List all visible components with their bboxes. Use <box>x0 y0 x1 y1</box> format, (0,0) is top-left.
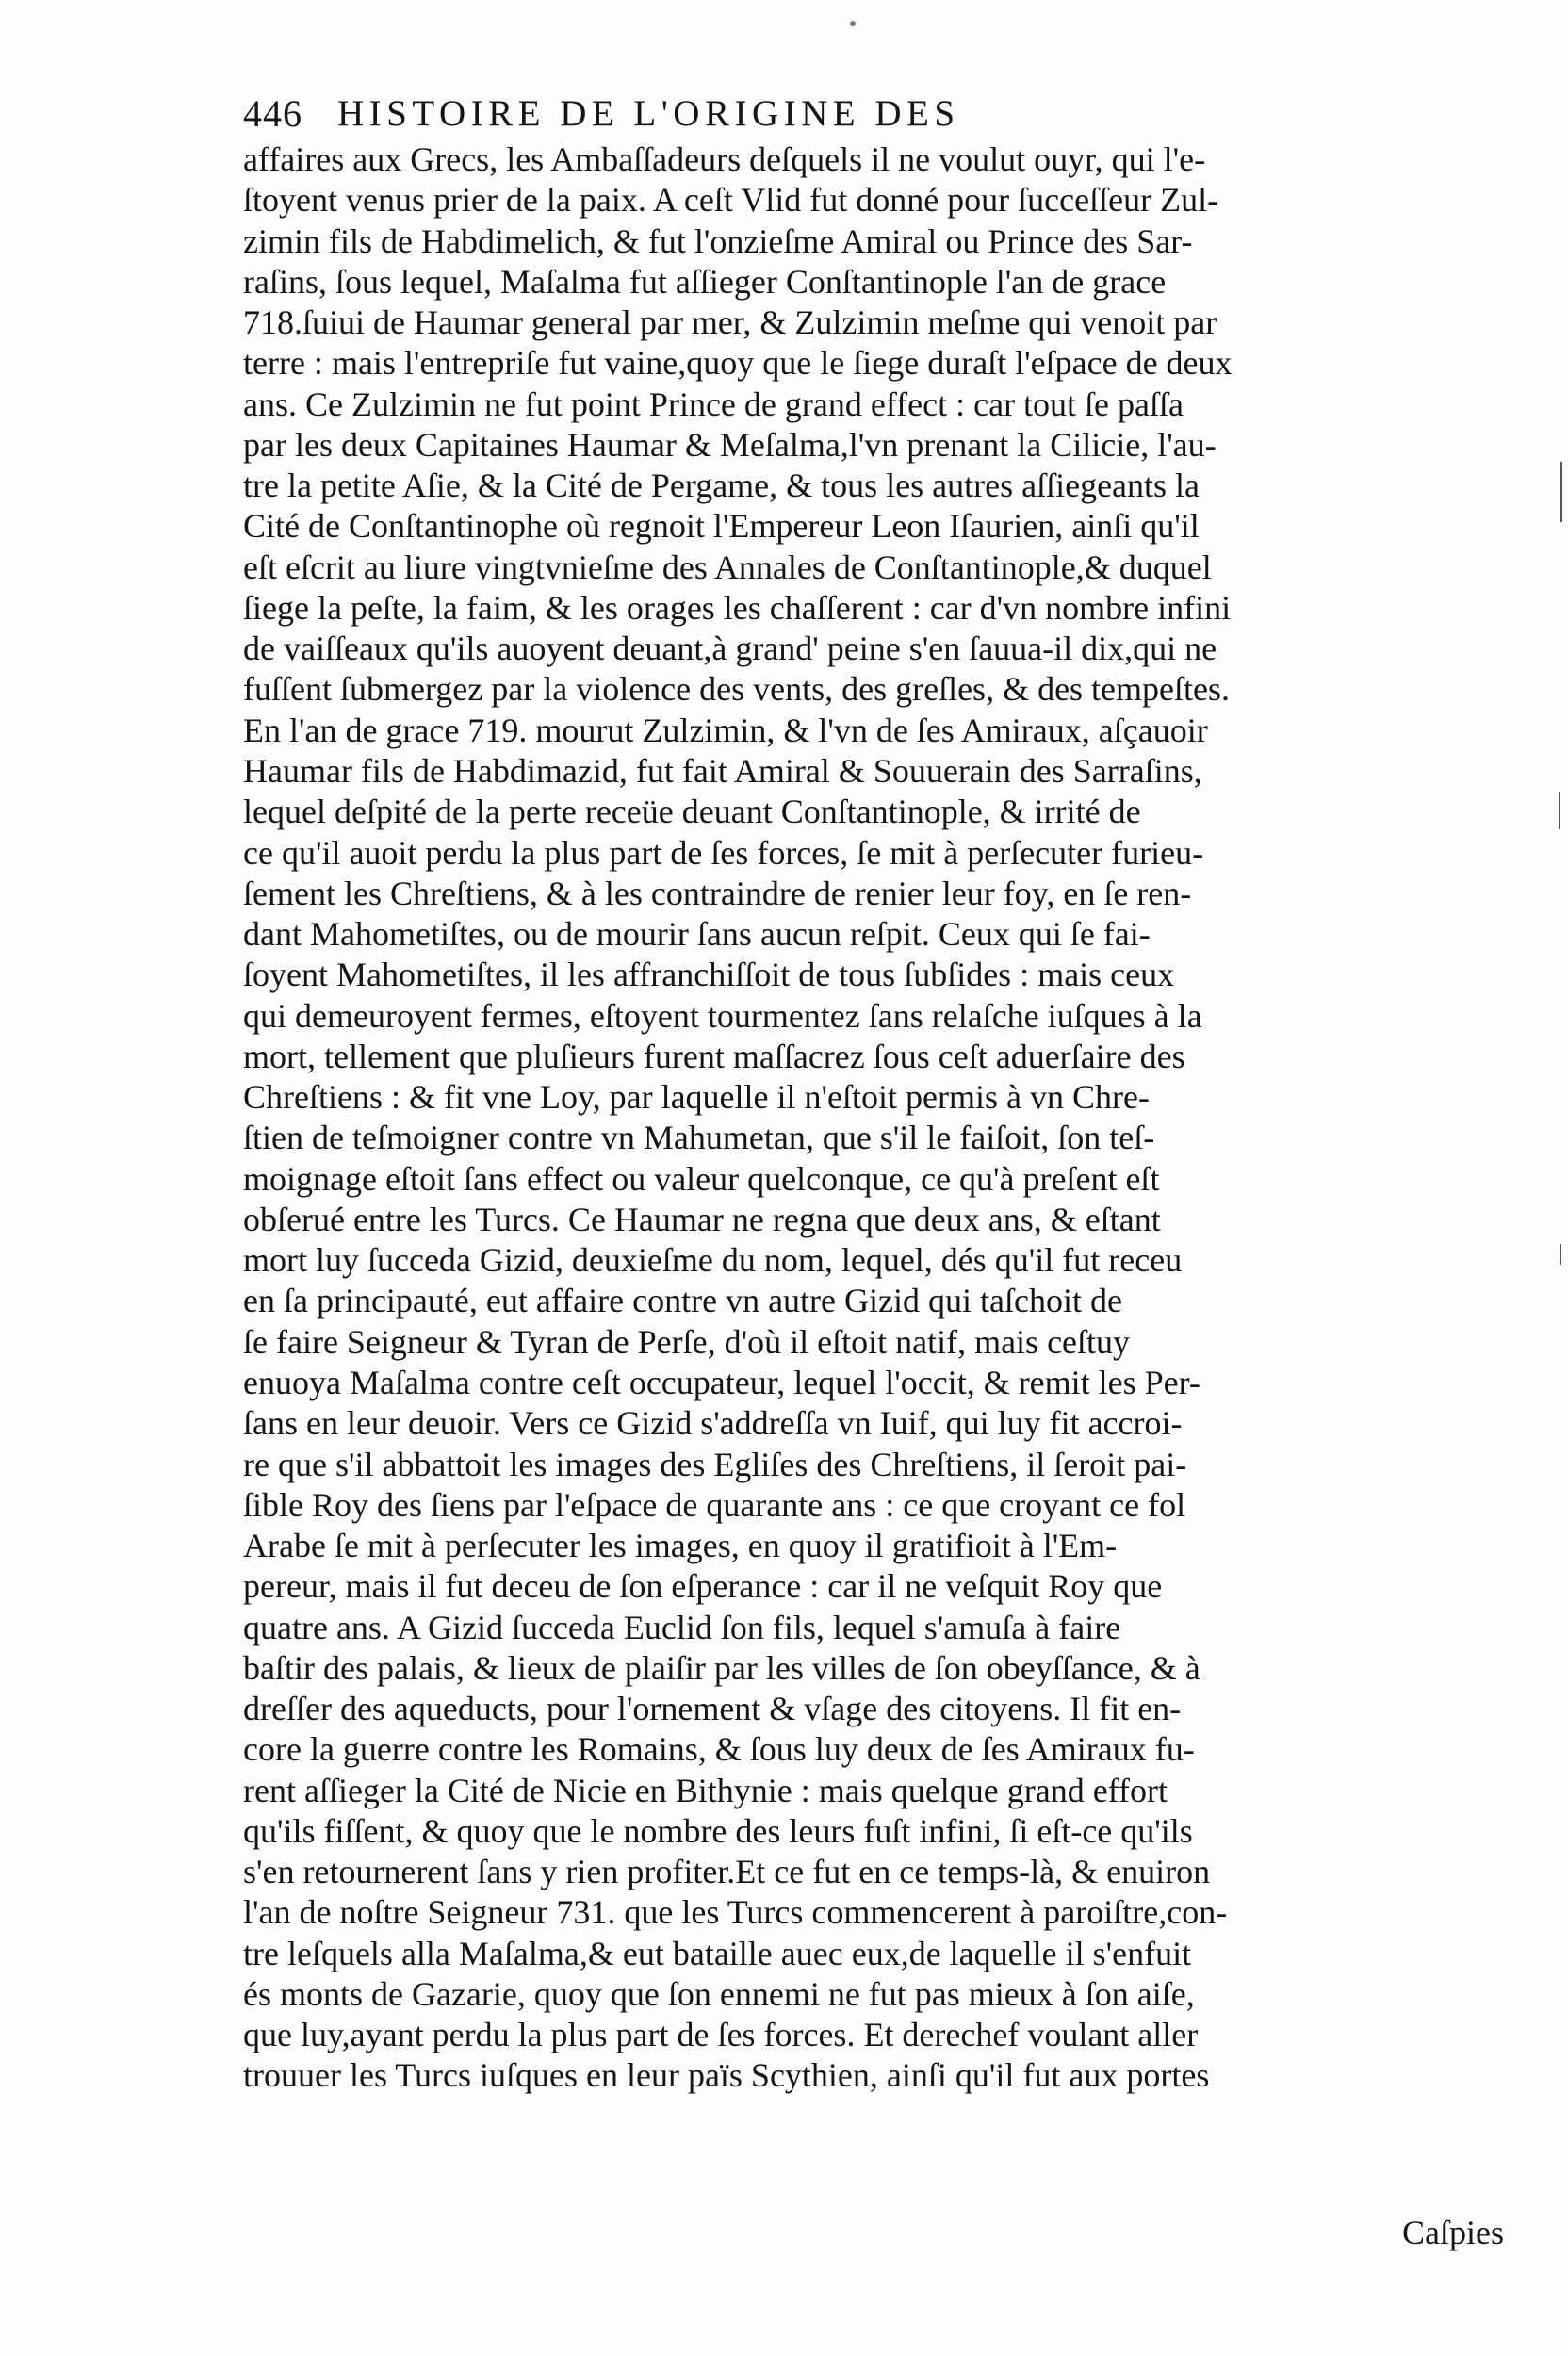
text-line: ſible Roy des ſiens par l'eſpace de quarante ans : ce que croyant ce fol <box>243 1485 1186 1524</box>
text-line: l'an de noſtre Seigneur 731. que les Turcs commencerent à paroiſtre,con- <box>243 1893 1228 1932</box>
text-line: 718.ſuiui de Haumar general par mer, & Zulzimin meſme qui venoit par <box>243 303 1217 342</box>
text-line: moignage eſtoit ſans effect ou valeur quelconque, ce qu'à preſent eſt <box>243 1159 1160 1198</box>
text-line: és monts de Gazarie, quoy que ſon ennemi ne fut pas mieux à ſon aiſe, <box>243 1974 1195 2013</box>
scan-speck <box>850 21 856 26</box>
text-line: ſoyent Mahometiſtes, il les affranchiſſoit de tous ſubſides : mais ceux <box>243 956 1175 994</box>
text-line: enuoya Maſalma contre ceſt occupateur, lequel l'occit, & remit les Per- <box>243 1363 1200 1401</box>
text-line: dreſſer des aqueducts, pour l'ornement & vſage des citoyens. Il fit en- <box>243 1690 1182 1728</box>
text-line: que luy,ayant perdu la plus part de ſes forces. Et derechef voulant aller <box>243 2016 1199 2054</box>
text-line: qui demeuroyent fermes, eſtoyent tourmentez ſans relaſche iuſques à la <box>243 996 1202 1035</box>
text-line: tre leſquels alla Maſalma,& eut bataille auec eux,de laquelle il s'enfuit <box>243 1934 1192 1972</box>
scan-edge-mark <box>1559 792 1560 829</box>
text-line: eſt eſcrit au liure vingtvnieſme des Annales de Conſtantinople,& duquel <box>243 548 1212 586</box>
text-line: Haumar fils de Habdimazid, fut fait Amiral & Souuerain des Sarraſins, <box>243 751 1202 790</box>
text-line: core la guerre contre les Romains, & ſous luy deux de ſes Amiraux fu- <box>243 1730 1195 1769</box>
text-line: quatre ans. A Gizid ſucceda Euclid ſon fils, lequel s'amuſa à faire <box>243 1608 1121 1646</box>
catchword: Caſpies <box>1402 2214 1504 2251</box>
body-text <box>243 139 1536 2097</box>
text-line: trouuer les Turcs iuſques en leur païs Scythien, ainſi qu'il fut aux portes <box>243 2056 1210 2095</box>
text-line: qu'ils fiſſent, & quoy que le nombre des leurs fuſt infini, ſi eſt-ce qu'ils <box>243 1811 1193 1850</box>
page-header <box>243 90 1355 138</box>
text-line: s'en retournerent ſans y rien profiter.Et ce fut en ce temps-là, & enuiron <box>243 1853 1211 1891</box>
text-line: mort luy ſucceda Gizid, deuxieſme du nom, lequel, dés qu'il fut receu <box>243 1241 1183 1280</box>
scan-edge-mark <box>1560 1244 1561 1265</box>
text-line: terre : mais l'entrepriſe fut vaine,quoy que le ſiege duraſt l'eſpace de deux <box>243 344 1233 383</box>
scan-edge-mark <box>1560 462 1562 522</box>
page-number: 446 <box>243 92 302 135</box>
text-line: mort, tellement que pluſieurs furent maſſacrez ſous ceſt aduerſaire des <box>243 1037 1185 1075</box>
text-line: lequel deſpité de la perte receüe deuant Conſtantinople, & irrité de <box>243 793 1141 831</box>
text-line: de vaiſſeaux qu'ils auoyent deuant,à grand' peine s'en ſauua-il dix,qui ne <box>243 630 1217 668</box>
text-line: rent aſſieger la Cité de Nicie en Bithynie : mais quelque grand effort <box>243 1771 1168 1809</box>
text-line: affaires aux Grecs, les Ambaſſadeurs deſquels il ne voulut ouyr, qui l'e- <box>243 140 1206 178</box>
text-line: ce qu'il auoit perdu la plus part de ſes forces, ſe mit à perſecuter furieu- <box>243 833 1204 872</box>
text-line: zimin fils de Habdimelich, & fut l'onzieſme Amiral ou Prince des Sar- <box>243 221 1193 260</box>
text-line: raſins, ſous lequel, Maſalma fut aſſieger Conſtantinople l'an de grace <box>243 262 1167 301</box>
text-line: ſement les Chreſtiens, & à les contraindre de renier leur foy, en ſe ren- <box>243 874 1192 912</box>
text-line: obſerué entre les Turcs. Ce Haumar ne regna que deux ans, & eſtant <box>243 1200 1161 1238</box>
text-line: En l'an de grace 719. mourut Zulzimin, & l'vn de ſes Amiraux, aſçauoir <box>243 711 1208 749</box>
text-line: dant Mahometiſtes, ou de mourir ſans aucun reſpit. Ceux qui ſe fai- <box>243 915 1151 954</box>
text-line: Chreſtiens : & fit vne Loy, par laquelle il n'eſtoit permis à vn Chre- <box>243 1078 1150 1117</box>
text-line: Cité de Conſtantinophe où regnoit l'Empereur Leon Iſaurien, ainſi qu'il <box>243 507 1200 546</box>
text-line: ſans en leur deuoir. Vers ce Gizid s'addreſſa vn Iuif, qui luy fit accroi- <box>243 1404 1183 1443</box>
running-title: HISTOIRE DE L'ORIGINE DES <box>337 93 960 134</box>
text-line: tre la petite Aſie, & la Cité de Pergame, & tous les autres aſſiegeants la <box>243 466 1200 505</box>
text-line: par les deux Capitaines Haumar & Meſalma,l'vn prenant la Cilicie, l'au- <box>243 425 1217 464</box>
text-line: ans. Ce Zulzimin ne fut point Prince de grand effect : car tout ſe paſſa <box>243 384 1184 423</box>
text-line: pereur, mais il fut deceu de ſon eſperance : car il ne veſquit Roy que <box>243 1567 1163 1606</box>
text-line: re que s'il abbattoit les images des Egliſes des Chreſtiens, il ſeroit pai- <box>243 1445 1187 1483</box>
text-line: ſiege la peſte, la faim, & les orages les chaſſerent : car d'vn nombre infini <box>243 588 1232 627</box>
text-line: baſtir des palais, & lieux de plaiſir par les villes de ſon obeyſſance, & à <box>243 1648 1200 1687</box>
text-line: ſe faire Seigneur & Tyran de Perſe, d'où il eſtoit natif, mais ceſtuy <box>243 1322 1131 1361</box>
text-line: en ſa principauté, eut affaire contre vn autre Gizid qui taſchoit de <box>243 1282 1122 1320</box>
text-line: fuſſent ſubmergez par la violence des vents, des greſles, & des tempeſtes. <box>243 670 1231 709</box>
text-line: Arabe ſe mit à perſecuter les images, en quoy il gratifioit à l'Em- <box>243 1527 1118 1565</box>
text-line: ſtien de teſmoigner contre vn Mahumetan, que s'il le faiſoit, ſon teſ- <box>243 1119 1155 1157</box>
text-line: ſtoyent venus prier de la paix. A ceſt Vlid fut donné pour ſucceſſeur Zul- <box>243 181 1219 220</box>
